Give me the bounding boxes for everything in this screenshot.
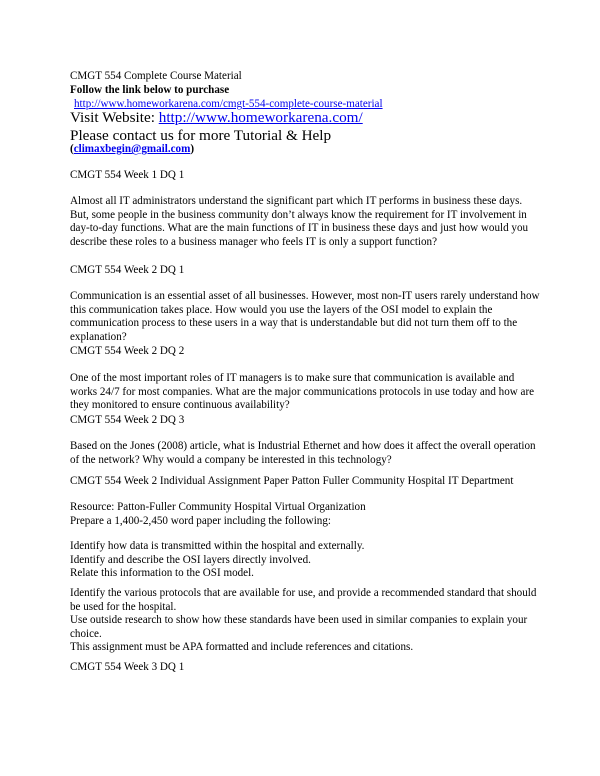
- section-heading: CMGT 554 Week 2 DQ 1: [70, 264, 185, 276]
- body-line: choice.: [70, 627, 102, 640]
- section-body: [70, 372, 540, 413]
- body-line: Resource: Patton-Fuller Community Hospital Virtual Organization: [70, 501, 366, 513]
- body-line: Almost all IT administrators understand the significant part which IT performs in business these days.: [70, 195, 523, 207]
- visit-website-line: [70, 109, 363, 127]
- email-close-paren: ): [190, 143, 195, 155]
- email-line: [70, 143, 194, 157]
- body-line: be used for the hospital.: [70, 600, 177, 613]
- body-line: One of the most important roles of IT managers is to make sure that communication is available and: [70, 372, 515, 384]
- body-line: Relate this information to the OSI model.: [70, 567, 254, 580]
- body-line: Use outside research to show how these standards have been used in similar companies to explain your: [70, 614, 528, 627]
- assignment-resource: [70, 501, 540, 528]
- section-heading: CMGT 554 Week 2 Individual Assignment Paper Patton Fuller Community Hospital IT Department: [70, 475, 514, 487]
- course-title: CMGT 554 Complete Course Material: [70, 70, 242, 82]
- body-line: Identify how data is transmitted within the hospital and externally.: [70, 540, 365, 552]
- contact-text: Please contact us for more Tutorial & Help: [70, 127, 332, 144]
- body-line: Identify and describe the OSI layers directly involved.: [70, 553, 311, 566]
- visit-website-label: Visit Website:: [70, 109, 159, 126]
- body-line: describe these roles to a business manager who feels IT is only a support function?: [70, 235, 438, 248]
- section-heading: CMGT 554 Week 2 DQ 2: [70, 345, 185, 357]
- section-heading: CMGT 554 Week 1 DQ 1: [70, 169, 185, 181]
- body-line: Identify the various protocols that are available for use, and provide a recommended standard that should: [70, 587, 537, 599]
- purchase-link[interactable]: http://www.homeworkarena.com/cmgt-554-complete-course-material: [74, 98, 383, 110]
- body-line: they monitored to ensure continuous availability?: [70, 399, 290, 412]
- section-heading: CMGT 554 Week 2 DQ 3: [70, 414, 185, 426]
- body-line: Based on the Jones (2008) article, what is Industrial Ethernet and how does it affect the overall operation: [70, 440, 536, 452]
- body-line: day-to-day functions. What are the main functions of IT in business these days and just how would you: [70, 222, 529, 235]
- website-link[interactable]: http://www.homeworkarena.com/: [158, 109, 363, 126]
- body-line: But, some people in the business community don’t always know the requirement for IT involvement in: [70, 208, 527, 221]
- body-line: of the network? Why would a company be interested in this technology?: [70, 453, 392, 466]
- body-line: communication process to these users in a way that is understandable but did not turn them off to the: [70, 317, 518, 330]
- section-body: [70, 195, 540, 249]
- section-body: [70, 290, 540, 344]
- assignment-protocols: [70, 587, 540, 655]
- email-open-paren: (: [70, 143, 74, 155]
- body-line: works 24/7 for most companies. What are the major communications protocols in use today and how are: [70, 385, 535, 398]
- section-body: [70, 440, 540, 467]
- body-line: Prepare a 1,400-2,450 word paper including the following:: [70, 514, 331, 527]
- body-line: explanation?: [70, 330, 127, 343]
- purchase-instruction: Follow the link below to purchase: [70, 84, 230, 96]
- body-line: Communication is an essential asset of all businesses. However, most non-IT users rarely understand how: [70, 290, 540, 302]
- body-line: this communication takes place. How would you use the layers of the OSI model to explain the: [70, 303, 493, 316]
- body-line: This assignment must be APA formatted and include references and citations.: [70, 641, 414, 654]
- assignment-identify-list: [70, 540, 540, 581]
- section-heading: CMGT 554 Week 3 DQ 1: [70, 661, 185, 673]
- email-link[interactable]: climaxbegin@gmail.com: [73, 143, 191, 155]
